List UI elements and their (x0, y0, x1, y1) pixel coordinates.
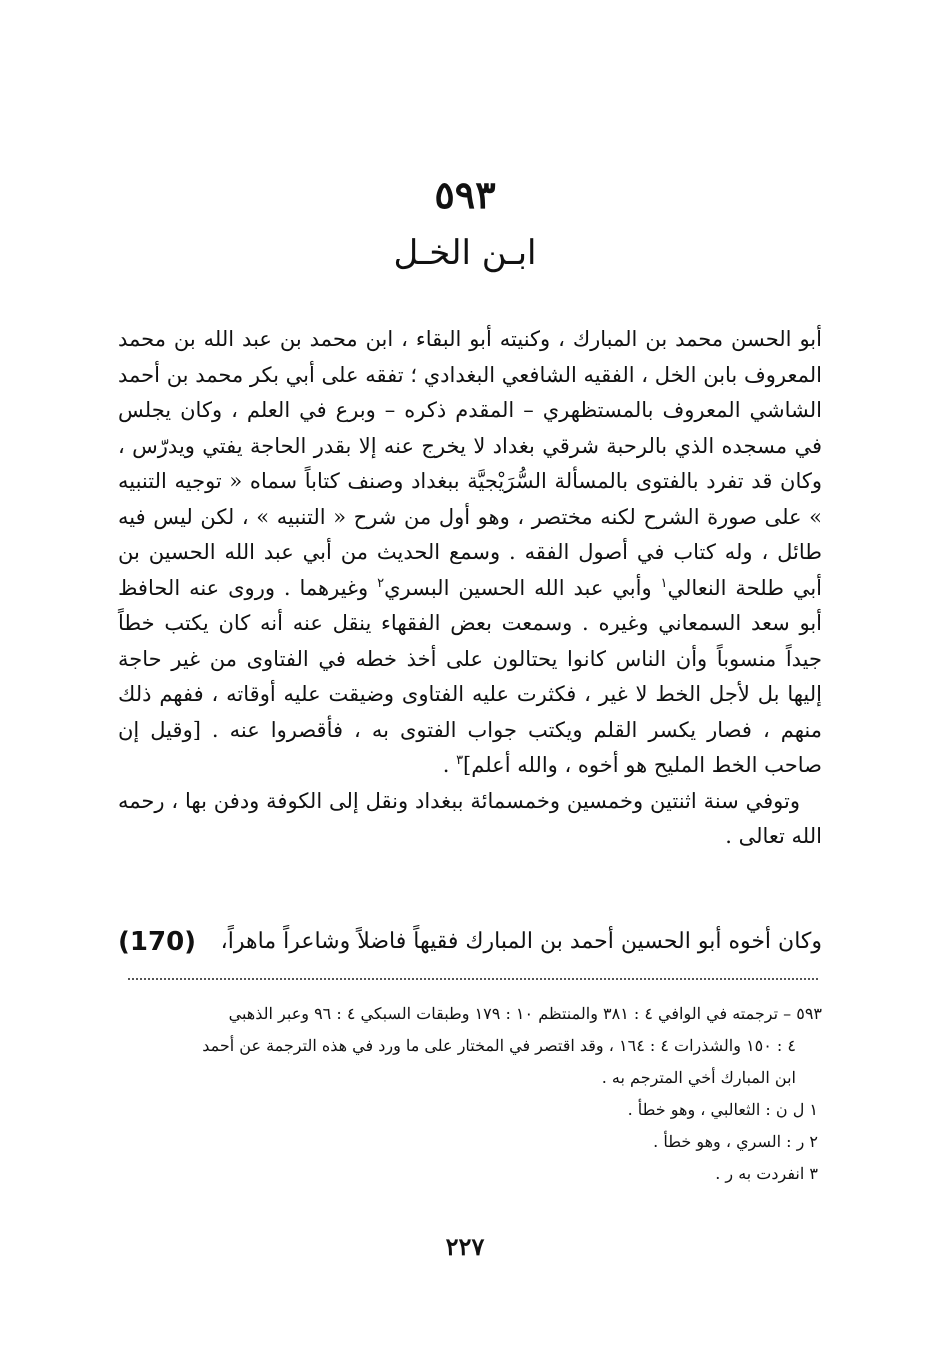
continuation-line (118, 920, 822, 964)
entry-number: ٥٩٣ (434, 172, 496, 217)
footnote-2: ٢ ر : السري ، وهو خطأ . (653, 1132, 818, 1151)
footnote-ref-3: ٣ (456, 753, 464, 768)
footnotes (118, 998, 822, 1190)
footnote-3: ٣ انفردت به ر . (715, 1164, 818, 1183)
footnote-main-line-1: ٥٩٣ – ترجمته في الوافي ٤ : ٣٨١ والمنتظم ١٠ : ١٧٩ وطبقات السبكي ٤ : ٩٦ وعبر الذهبي (228, 1004, 822, 1023)
paragraph-1-end: . (442, 753, 457, 777)
footnote-main-line-2: ٤ : ١٥٠ والشذرات ٤ : ١٦٤ ، وقد اقتصر في المختار على ما ورد في هذه الترجمة عن أحمد (202, 1036, 796, 1055)
footnote-ref-2: ٢ (377, 575, 385, 591)
margin-marker: (170) (118, 927, 197, 957)
footnote-ref-1: ١ (660, 575, 668, 591)
footnote-divider (128, 978, 818, 980)
continuation-text: وكان أخوه أبو الحسين أحمد بن المبارك فقيهاً فاضلاً وشاعراً ماهراً، (220, 929, 822, 954)
biography-body (118, 322, 822, 855)
paragraph-1-text-b: وأبي عبد الله الحسين البسري (384, 575, 661, 600)
paragraph-1 (118, 322, 822, 784)
footnote-1: ١ ل ن : الثعالبي ، وهو خطأ . (627, 1100, 818, 1119)
entry-title: ابـن الخـل (393, 233, 537, 273)
paragraph-1-text-a: أبو الحسن محمد بن المبارك ، وكنيته أبو البقاء ، ابن محمد بن عبد الله بن محمد المعروف بابن الخل ، الفقيه الشافعي البغدادي ؛ تفقه على أبي بكر محمد بن أحمد الشاشي المعروف بالمستظهري – المقدم ذكره – وبرع في العلم ، وكان يجلس في مسجده الذي بالرحبة شرقي بغداد لا يخرج عنه إلا بقدر الحاجة يفتي ويدرّس ، وكان قد تفرد بالفتوى بالمسألة السُّرَيْجيَّة ببغداد وصنف كتاباً سماه « توجيه التنبيه » على صورة الشرح لكنه مختصر ، وهو أول من شرح « التنبيه » ، لكن ليس فيه طائل ، وله كتاب في أصول الفقه . وسمع الحديث من أبي عبد الله الحسين بن أبي طلحة النعالي (118, 327, 823, 600)
paragraph-1-text-c: وغيرهما . وروى عنه الحافظ أبو سعد السمعاني وغيره . وسمعت بعض الفقهاء ينقل عنه أنه كان يكتب خطاً جيداً منسوباً وأن الناس كانوا يحتالون على أخذ خطه في الفتاوى من غير حاجة إليها بل لأجل الخط لا غير ، فكثرت عليه الفتاوى وضيقت عليه أوقاته ، ففهم ذلك منهم ، فصار يكسر القلم ويكتب جواب الفتوى به ، فأقصروا عنه . [وقيل إن صاحب الخط المليح هو أخوه ، والله أعلم] (118, 575, 823, 777)
page-number: ٢٢٧ (445, 1232, 485, 1261)
paragraph-2: وتوفي سنة اثنتين وخمسين وخمسمائة ببغداد ونقل إلى الكوفة ودفن بها ، رحمه الله تعالى . (118, 788, 822, 848)
footnote-main-line-3: ابن المبارك أخي المترجم به . (601, 1068, 796, 1087)
